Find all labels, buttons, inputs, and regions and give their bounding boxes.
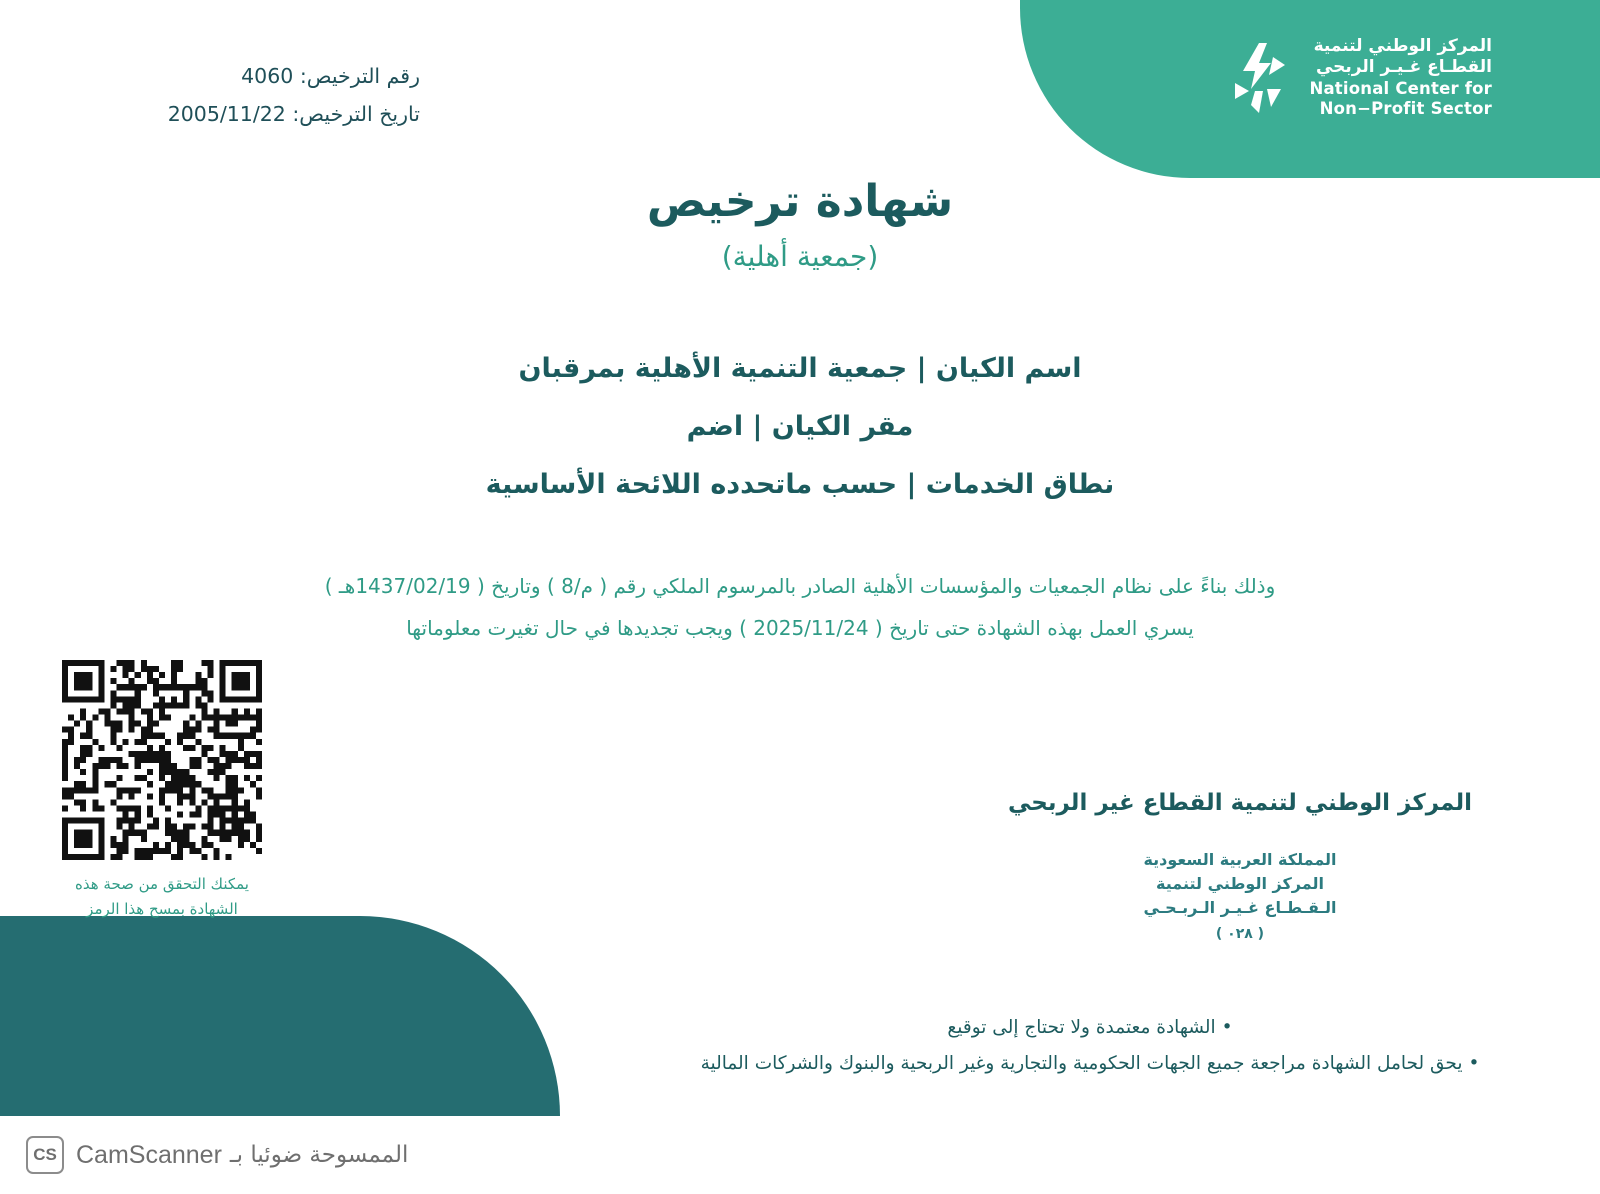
camscanner-label: CamScanner [76, 1140, 222, 1169]
field-entity-name: اسم الكيان | جمعية التنمية الأهلية بمرقبان [518, 353, 1082, 384]
stamp-line-2: المركز الوطني لتنمية [1156, 874, 1324, 893]
entity-fields [0, 340, 1600, 514]
official-stamp [960, 848, 1520, 945]
camscanner-watermark [0, 1116, 1600, 1194]
stamp-line-3: الـقـطـاع غـيـر الـربـحـي [1143, 898, 1337, 917]
page-subtitle: (جمعية أهلية) [721, 240, 879, 273]
legal-line-1: وذلك بناءً على نظام الجمعيات والمؤسسات الأهلية الصادر بالمرسوم الملكي رقم ( م/8 ) وتاريخ ( 1437/02/19هـ ) [324, 574, 1276, 598]
camscanner-logo-icon: CS [26, 1136, 64, 1174]
logo-arabic-line-1: المركز الوطني لتنمية [1313, 36, 1492, 56]
verification-qr-block [62, 660, 262, 922]
note-item [660, 1046, 1520, 1082]
stamp-line-1: المملكة العربية السعودية [1143, 850, 1337, 869]
logo-english-line-1: National Center for [1309, 78, 1492, 98]
bullet-icon: • [1468, 1053, 1480, 1075]
license-date: تاريخ الترخيص: 2005/11/22 [167, 101, 420, 126]
note-text: يحق لحامل الشهادة مراجعة جميع الجهات الحكومية والتجارية وغير الربحية والبنوك والشركات المالية [700, 1053, 1463, 1075]
legal-basis-text [0, 565, 1600, 649]
legal-line-2: يسري العمل بهذه الشهادة حتى تاريخ ( 2025/11/24 ) ويجب تجديدها في حال تغيرت معلوماتها [406, 616, 1194, 640]
page-title: شهادة ترخيص [646, 176, 954, 227]
license-number: رقم الترخيص: 4060 [241, 64, 420, 88]
logo-english-line-2: Non−Profit Sector [1319, 99, 1492, 119]
bullet-icon: • [1221, 1017, 1233, 1038]
note-text: الشهادة معتمدة ولا تحتاج إلى توقيع [947, 1017, 1216, 1038]
qr-caption: يمكنك التحقق من صحة هذه الشهادة بمسح هذا الرمز [75, 875, 249, 918]
issuing-authority: المركز الوطني لتنمية القطاع غير الربحي [1008, 790, 1472, 816]
license-meta [0, 58, 420, 134]
note-item [660, 1010, 1520, 1046]
organization-logo [1229, 36, 1492, 120]
stamp-code: ( ٠٢٨ ) [1215, 926, 1265, 942]
field-entity-location: مقر الكيان | اضم [686, 411, 914, 443]
nonprofit-center-mark-icon [1229, 43, 1291, 113]
decorative-corner-teal [0, 916, 560, 1116]
certificate-notes [660, 1010, 1520, 1082]
field-services-scope: نطاق الخدمات | حسب ماتحدده اللائحة الأساسية [485, 469, 1115, 501]
qr-code-icon[interactable] [62, 660, 262, 860]
camscanner-label-arabic: الممسوحة ضوئيا بـ [229, 1142, 409, 1168]
logo-text [1309, 36, 1492, 120]
logo-arabic-line-2: القطـاع غـيـر الربحي [1315, 57, 1492, 78]
